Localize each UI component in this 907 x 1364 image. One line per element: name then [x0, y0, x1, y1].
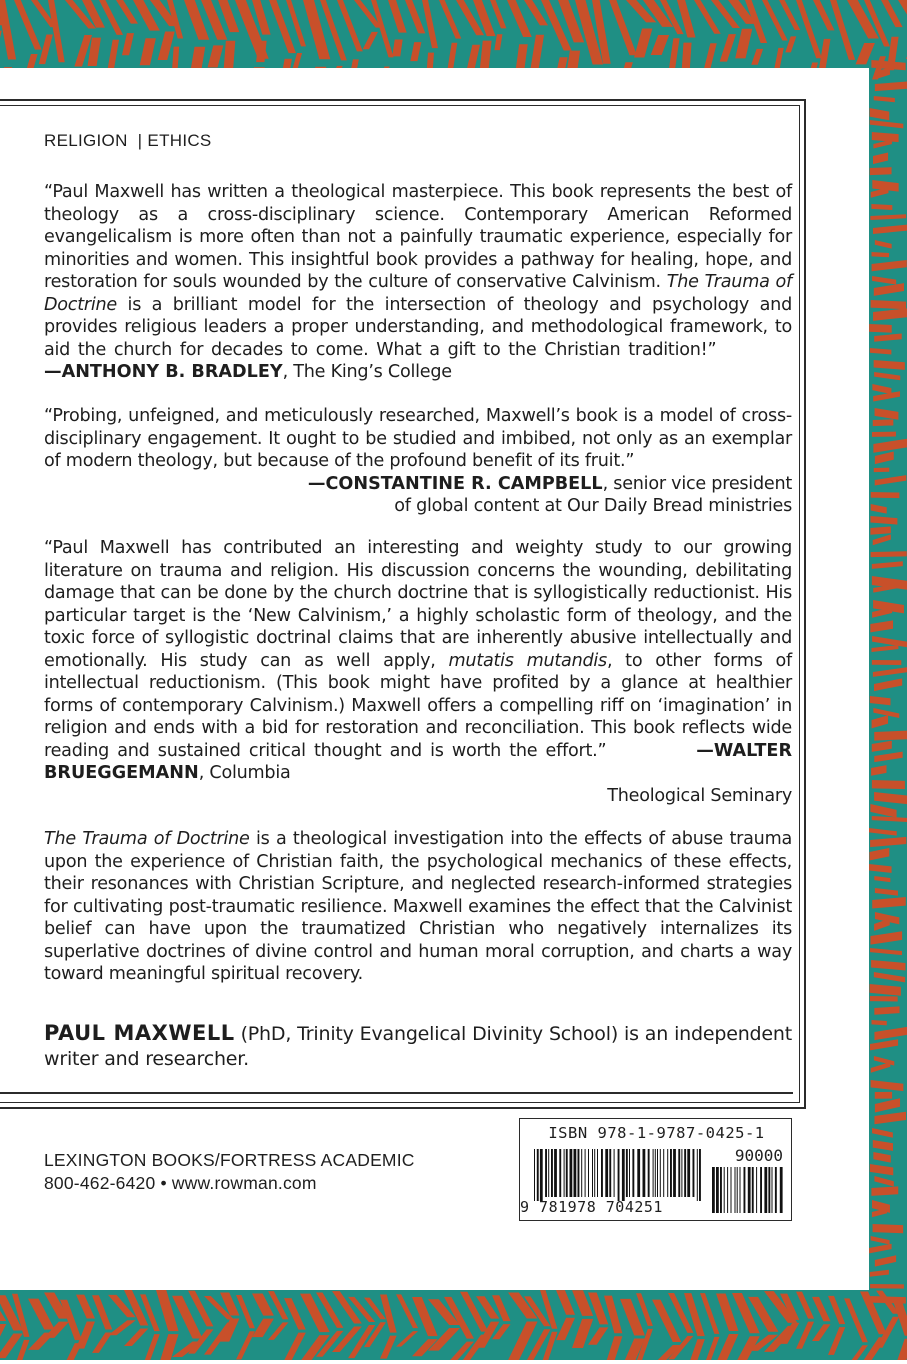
pattern-stripe	[92, 1332, 112, 1352]
pattern-stripe	[92, 1295, 112, 1329]
barcode-bar	[653, 1149, 654, 1197]
pattern-stripe	[284, 1333, 306, 1360]
pattern-stripe	[871, 960, 905, 970]
pattern-stripe	[871, 1186, 898, 1195]
barcode-bar	[566, 1149, 568, 1197]
pattern-stripe	[796, 1292, 814, 1319]
pattern-stripe	[875, 888, 898, 896]
pattern-stripe	[871, 1080, 904, 1091]
pattern-stripe	[871, 204, 892, 210]
pattern-stripe	[873, 438, 907, 452]
pattern-stripe	[869, 864, 891, 873]
pattern-stripe	[873, 140, 892, 149]
barcode-bar	[597, 1149, 598, 1197]
pattern-stripe	[819, 39, 831, 69]
pattern-stripe	[870, 837, 906, 847]
endorser-affiliation: , The King’s College	[282, 362, 452, 382]
pattern-stripe	[828, 1327, 845, 1355]
pattern-stripe	[405, 0, 425, 33]
barcode-bar	[534, 1149, 535, 1201]
pattern-stripe	[869, 848, 889, 861]
pattern-stripe	[872, 561, 903, 569]
barcode-bar	[667, 1149, 668, 1197]
barcode-bar	[614, 1149, 615, 1197]
pattern-stripe	[0, 31, 2, 59]
pattern-stripe	[870, 996, 898, 1002]
endorser-affiliation: , Columbia	[198, 763, 291, 783]
pattern-stripe	[874, 283, 904, 296]
pattern-stripe	[872, 897, 906, 909]
pattern-stripe	[870, 348, 892, 354]
publisher-name: LEXINGTON BOOKS/FORTRESS ACADEMIC	[44, 1150, 415, 1170]
pattern-stripe	[284, 1298, 306, 1330]
pattern-stripe	[716, 1334, 738, 1360]
pattern-stripe	[874, 752, 902, 762]
barcode-bar	[559, 1149, 561, 1197]
pattern-stripe	[785, 36, 796, 52]
pattern-stripe	[252, 1294, 274, 1316]
barcode-bar	[744, 1167, 746, 1213]
barcode-bar	[697, 1149, 698, 1201]
pattern-stripe	[872, 636, 907, 647]
pattern-stripe	[0, 0, 16, 60]
barcode-bar	[570, 1149, 573, 1197]
pattern-stripe	[556, 1290, 575, 1315]
pattern-stripe	[873, 225, 907, 234]
pattern-stripe	[874, 468, 890, 472]
pattern-stripe	[252, 1319, 274, 1338]
barcode-bar	[632, 1149, 634, 1197]
pattern-stripe	[872, 276, 896, 285]
pattern-stripe	[588, 1327, 608, 1344]
barcode-bar	[764, 1167, 767, 1213]
pattern-stripe	[873, 667, 907, 677]
barcode-bar	[660, 1149, 661, 1197]
pattern-stripe	[870, 1039, 898, 1050]
barcode-bar	[716, 1167, 719, 1213]
pattern-stripe	[751, 49, 763, 65]
pattern-stripe	[140, 38, 156, 65]
pattern-stripe	[392, 40, 402, 57]
pattern-stripe	[871, 1062, 891, 1073]
pattern-stripe	[140, 1334, 160, 1360]
pattern-stripe	[872, 660, 901, 665]
barcode-bar	[678, 1149, 680, 1197]
pattern-stripe	[874, 360, 905, 370]
barcode-bar	[626, 1149, 628, 1197]
pattern-stripe	[872, 432, 896, 437]
endorsement-bradley	[44, 181, 792, 384]
barcode-bar	[648, 1149, 650, 1197]
pattern-stripe	[844, 1298, 868, 1342]
pattern-stripe	[48, 0, 65, 62]
barcode-bar	[724, 1167, 725, 1213]
pattern-stripe	[874, 731, 907, 741]
barcode-bar	[768, 1167, 770, 1213]
pattern-stripe	[874, 1112, 906, 1125]
pattern-stripe	[872, 260, 907, 271]
pattern-stripe	[898, 0, 907, 32]
pattern-stripe	[872, 741, 892, 752]
pattern-stripe	[720, 34, 736, 62]
isbn-barcode	[519, 1118, 792, 1221]
barcode-bar	[673, 1149, 676, 1197]
barcode-bar	[731, 1167, 732, 1213]
endorser-affiliation-line2: Theological Seminary	[607, 785, 792, 806]
barcode-bar	[540, 1149, 543, 1201]
barcode-bar	[605, 1149, 608, 1197]
pattern-stripe	[873, 1224, 904, 1233]
author-name: PAUL MAXWELL	[44, 1021, 235, 1045]
barcode-bar	[684, 1149, 686, 1197]
book-title: The Trauma of Doctrine	[44, 272, 792, 315]
pattern-stripe	[870, 696, 891, 705]
pattern-stripe	[396, 1331, 418, 1346]
pattern-stripe	[870, 948, 902, 955]
endorser-affiliation-line2: of global content at Our Daily Bread ministries	[394, 496, 792, 516]
pattern-stripe	[875, 1092, 892, 1099]
endorsement-text: “Paul Maxwell has contributed an interesting and weighty study to our growing literature on trauma and religion. His discussion concerns the wounding, debilitating damage that can be done by the church doctrine that is syllogistically reductionist. His particular target is the ‘New Calvinism,’ a highly scholastic form of theology, and the toxic force of syllogistic doctrinal claims that are inherently abusive intellectually and emotionally. His study can as well apply,	[44, 538, 792, 671]
pattern-stripe	[812, 1324, 831, 1341]
pattern-stripe	[875, 240, 892, 249]
pattern-stripe	[869, 1244, 891, 1254]
barcode-bar	[735, 1167, 736, 1213]
barcode-bar	[720, 1167, 722, 1213]
pattern-stripe	[873, 534, 891, 545]
publisher-info	[44, 1149, 415, 1195]
italic-phrase: mutatis mutandis	[448, 650, 607, 671]
pattern-stripe	[604, 1336, 622, 1360]
barcode-bar	[554, 1149, 557, 1197]
pattern-stripe	[881, 0, 903, 27]
book-description	[44, 828, 792, 986]
endorser-affiliation: , senior vice president	[602, 473, 792, 494]
barcode-bar	[622, 1149, 625, 1201]
pattern-stripe	[872, 384, 891, 394]
barcode-bar	[727, 1167, 728, 1213]
pattern-stripe	[108, 1320, 136, 1335]
pattern-stripe	[556, 1318, 575, 1340]
endorser-name: —WALTER BRUEGGEMANN	[44, 740, 792, 783]
barcode-bar	[699, 1149, 701, 1201]
endorsement-campbell	[44, 405, 792, 518]
pattern-stripe	[363, 32, 378, 49]
pattern-stripe	[870, 984, 901, 996]
pattern-stripe	[874, 1006, 899, 1014]
pattern-stripe	[380, 1336, 397, 1359]
pattern-stripe	[872, 780, 905, 789]
barcode-bar	[545, 1149, 547, 1197]
pattern-stripe	[875, 408, 899, 420]
pattern-stripe	[122, 33, 134, 55]
pattern-stripe	[60, 1300, 82, 1340]
pattern-stripe	[870, 516, 897, 525]
barcode-bar	[629, 1149, 630, 1197]
pattern-stripe	[874, 792, 907, 804]
pattern-stripe	[875, 1098, 900, 1112]
pattern-stripe	[874, 1027, 907, 1040]
pattern-stripe	[872, 816, 907, 822]
pattern-stripe	[870, 108, 890, 120]
pattern-stripe	[76, 1295, 95, 1319]
pattern-stripe	[844, 1345, 868, 1360]
barcode-bar	[578, 1149, 580, 1197]
isbn-label: ISBN 978-1-9787-0425-1	[548, 1124, 765, 1142]
pattern-stripe	[870, 1296, 906, 1304]
pattern-stripe	[236, 1331, 255, 1359]
pattern-stripe	[813, 0, 835, 30]
pattern-stripe	[872, 645, 899, 652]
pattern-stripe	[870, 1284, 904, 1289]
endorser-name: —ANTHONY B. BRADLEY	[44, 362, 283, 382]
pattern-stripe	[874, 96, 895, 102]
pattern-stripe	[892, 1339, 907, 1360]
barcode-bar	[592, 1149, 593, 1197]
barcode-bar	[585, 1149, 586, 1197]
barcode-bar	[588, 1149, 589, 1197]
bio-text: (PhD, Trinity Evangelical Divinity School) is an independent writer and researcher.	[44, 1023, 792, 1070]
barcode-bar	[687, 1149, 690, 1197]
barcode-bar	[780, 1167, 783, 1213]
pattern-stripe	[873, 152, 888, 164]
barcode-bar	[574, 1149, 577, 1197]
pattern-stripe	[871, 300, 906, 309]
endorsement-text: “Paul Maxwell has written a theological masterpiece. This book represents the best of theology as a cross-disciplinary science. Contemporary American Reformed evangelicalism is more often than not a painfully traumatic experience, especially for minorities and women. This insightful book provides a pathway for healing, hope, and restoration for souls wounded by the culture of conservative Calvinism.	[44, 182, 792, 292]
pattern-stripe	[410, 42, 421, 61]
pattern-stripe	[609, 0, 637, 55]
pattern-stripe	[873, 308, 907, 321]
pattern-stripe	[796, 1322, 814, 1349]
barcode-bar	[663, 1149, 664, 1197]
pattern-stripe	[388, 0, 407, 33]
barcode-bar	[609, 1149, 611, 1197]
pattern-stripe	[875, 81, 907, 91]
barcode-bar	[537, 1149, 539, 1201]
pattern-stripe	[236, 1295, 255, 1328]
barcode-bar	[618, 1149, 620, 1201]
barcode-bar	[748, 1167, 751, 1213]
pattern-stripe	[268, 1322, 288, 1340]
pattern-stripe	[870, 120, 904, 128]
barcode-bar	[775, 1167, 777, 1213]
pattern-stripe	[873, 419, 894, 426]
pattern-stripe	[870, 804, 896, 818]
pattern-stripe	[870, 167, 892, 175]
barcode-bar	[712, 1167, 715, 1213]
pattern-stripe	[439, 0, 461, 39]
pattern-stripe	[874, 972, 905, 982]
pattern-stripe	[873, 1152, 890, 1163]
pattern-stripe	[871, 1236, 890, 1244]
pattern-stripe	[869, 828, 897, 836]
pattern-stripe	[875, 451, 894, 464]
pattern-stripe	[116, 0, 138, 24]
pattern-stripe	[124, 1329, 148, 1346]
barcode-bar	[737, 1167, 738, 1213]
endorsement-text: is a brilliant model for the intersection of theology and psychology and provides religious leaders a proper understanding, and methodological framework, to aid the church for decades to come. What a gift to the Christian tradition!”	[44, 294, 792, 360]
pattern-stripe	[874, 876, 890, 882]
barcode-bar	[681, 1149, 682, 1197]
pattern-stripe	[494, 34, 502, 50]
barcode-bar	[756, 1167, 757, 1213]
price-code: 90000	[734, 1146, 783, 1165]
barcode-bar	[551, 1149, 553, 1197]
pattern-stripe	[870, 620, 893, 632]
author-bio	[44, 1021, 792, 1072]
pattern-stripe	[875, 1255, 896, 1266]
endorsement-brueggemann	[44, 537, 792, 807]
barcode-bar	[601, 1149, 603, 1197]
pattern-stripe	[870, 1270, 889, 1277]
pattern-stripe	[870, 1164, 893, 1175]
category-label: RELIGION | ETHICS	[44, 131, 212, 150]
publisher-contact: 800-462-6420 • www.rowman.com	[44, 1173, 317, 1193]
barcode-bar	[637, 1149, 640, 1197]
pattern-stripe	[874, 334, 902, 342]
barcode-bar	[581, 1149, 582, 1197]
pattern-stripe	[634, 29, 652, 58]
pattern-stripe	[875, 475, 907, 485]
pattern-stripe	[371, 0, 394, 57]
barcode-bar	[594, 1149, 595, 1197]
barcode-bar	[564, 1149, 565, 1197]
pattern-stripe	[871, 504, 887, 514]
barcode-bar	[548, 1149, 549, 1197]
pattern-stripe	[490, 0, 506, 28]
book-title: The Trauma of Doctrine	[44, 829, 250, 849]
pattern-stripe	[871, 492, 900, 498]
description-text: is a theological investigation into the effects of abuse trauma upon the experience of Christian faith, the psychological mechanics of these effects, their resonances with Christian Scripture, and neglected research-informed strategies for cultivating post-traumatic resilience. Maxwell examines the effect that the Calvinist belief can have upon the traumatized Christian who negatively internalizes its superlative doctrines of divine control and human moral corruption, and charts a way toward meaningful spiritual recovery.	[44, 829, 792, 984]
barcode-bar	[670, 1149, 672, 1197]
pattern-stripe	[871, 551, 907, 557]
pattern-stripe	[700, 1293, 719, 1334]
pattern-stripe	[872, 1128, 893, 1138]
pattern-stripe	[872, 252, 890, 257]
pattern-stripe	[812, 1297, 831, 1321]
endorsement-text: , to other forms of intellectual reductionism. (This book might have profited by a glance at healthier forms of contemporary Calvinism.) Maxwell offers a compelling riff on ‘imagination’ in religion and ends with a bid for restoration and reconciliation. This book reflects wide reading and sustained critical thought and is worth the effort.”	[44, 650, 793, 761]
pattern-stripe	[530, 35, 544, 70]
pattern-stripe	[158, 31, 175, 60]
barcode-bar	[657, 1149, 658, 1197]
barcode-bar	[643, 1149, 646, 1197]
pattern-stripe	[422, 0, 438, 48]
pattern-stripe	[140, 1294, 160, 1331]
pattern-stripe	[779, 0, 800, 30]
endorser-name: —CONSTANTINE R. CAMPBELL	[307, 473, 603, 494]
ean-digits: 9 781978 704251	[520, 1198, 663, 1216]
pattern-stripe	[872, 715, 888, 728]
barcode-bar	[740, 1167, 741, 1213]
barcode-bar	[693, 1149, 695, 1197]
barcode-bar	[760, 1167, 762, 1213]
pattern-stripe	[869, 324, 892, 333]
barcode-bar	[655, 1149, 656, 1197]
pattern-stripe	[870, 526, 890, 534]
pattern-stripe	[651, 35, 669, 55]
pattern-stripe	[870, 931, 902, 944]
pattern-stripe	[872, 1020, 887, 1025]
pattern-stripe	[872, 132, 899, 142]
pattern-stripe	[874, 372, 900, 380]
pattern-stripe	[874, 1176, 893, 1187]
pattern-stripe	[873, 1140, 893, 1151]
pattern-stripe	[735, 29, 752, 59]
divider-rule	[0, 1092, 793, 1094]
pattern-stripe	[870, 214, 906, 220]
pattern-stripe	[208, 45, 224, 67]
pattern-stripe	[871, 765, 886, 776]
barcode-bar	[752, 1167, 754, 1213]
endorsement-text: “Probing, unfeigned, and meticulously researched, Maxwell’s book is a model of cross-disciplinary engagement. It ought to be studied and imbibed, not only as an exemplar of modern theology, but because of the profound benefit of its fruit.”	[44, 406, 792, 471]
barcode-bar	[772, 1167, 773, 1213]
pattern-stripe	[828, 1296, 845, 1324]
pattern-stripe	[874, 678, 902, 691]
